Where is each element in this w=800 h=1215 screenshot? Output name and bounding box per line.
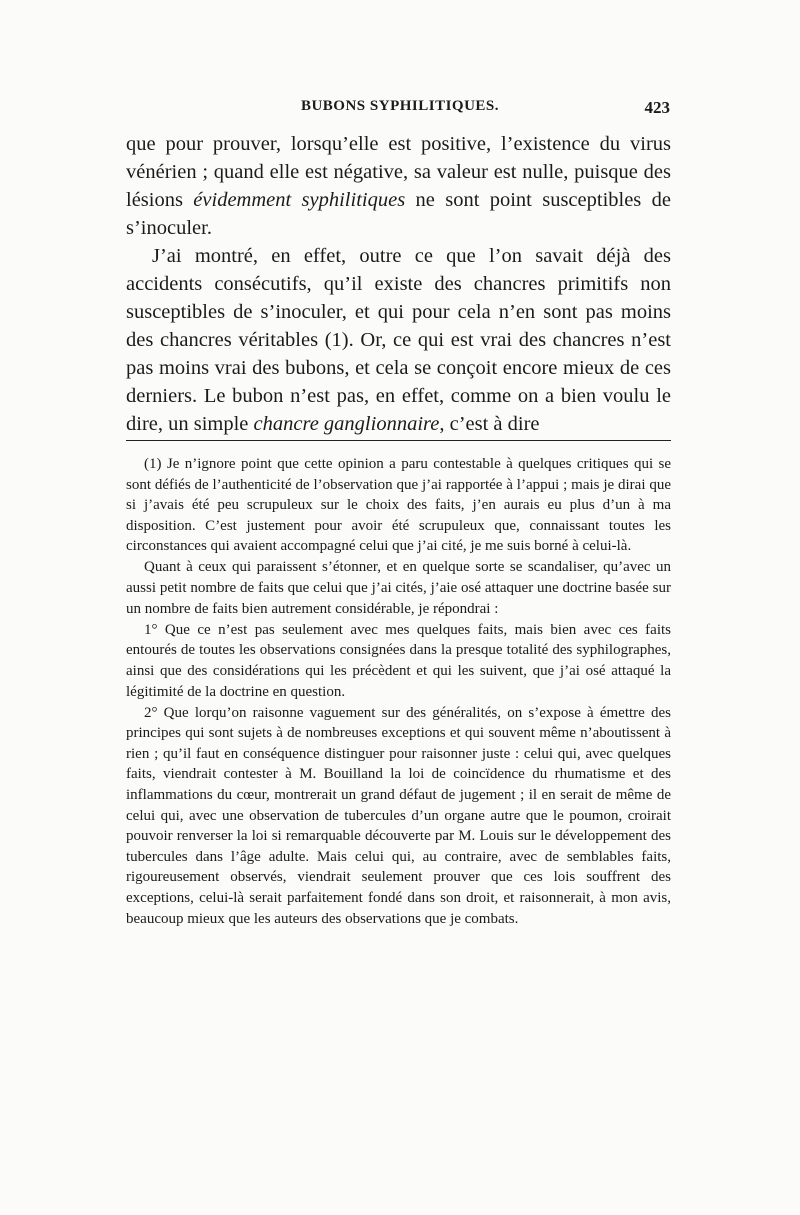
running-title: BUBONS SYPHILITIQUES.	[300, 98, 500, 114]
footnotes	[126, 454, 671, 929]
paragraph-1	[126, 130, 671, 242]
paragraph-1-text-end: ne sont point susceptibles de s’inoculer.	[126, 189, 671, 239]
paragraph-1-emphasis: évidemment syphilitiques	[193, 189, 406, 211]
paragraph-1-text-start: que pour prouver, lorsqu’elle est positive, l’existence du virus vénérien ; quand elle est négative, sa valeur est nulle, puisque des lésions	[126, 133, 671, 211]
footnote-paragraph-3: 1° Que ce n’est pas seulement avec mes quelques faits, mais bien avec ces faits entourés de toutes les observations consignées dans la presque totalité des syphilographes, ainsi que des considérations qui les précèdent et qui les suivent, que j’ai osé attaqué la légitimité de la doctrine en question.	[126, 621, 671, 700]
paragraph-2-emphasis: chancre ganglionnaire	[253, 413, 440, 435]
running-head	[130, 98, 670, 122]
paragraph-2-text-end: , c’est à dire	[439, 413, 540, 435]
footnote-1: (1) Je n’ignore point que cette opinion a paru contestable à quelques critiques qui se sont défiés de l’authenticité de l’observation que j’ai rapportée à l’appui ; mais je dirai que si j’avais été peu scrupuleux sur le choix des faits, j’en aurais eu plus d’un à ma disposition. C’est justement pour avoir été scrupuleux que, connaissant toutes les circonstances qui avaient accompagné celui que j’ai cité, je me suis borné à celui-là.	[126, 456, 671, 555]
paragraph-2	[126, 242, 671, 438]
footnote-paragraph-2: Quant à ceux qui paraissent s’étonner, et en quelque sorte se scandaliser, qu’avec un aussi petit nombre de faits que celui que j’ai cités, j’aie osé attaquer une doctrine basée sur un nombre de faits bien autrement considérable, je répondrai :	[126, 559, 671, 617]
footnote-paragraph-4: 2° Que lorqu’on raisonne vaguement sur des généralités, on s’expose à émettre des principes qui sont sujets à de nombreuses exceptions et qui souvent même n’aboutissent à rien ; qu’il faut en conséquence distinguer pour raisonner juste : celui qui, avec quelques faits, viendrait contester à M. Bouilland la loi de coincïdence du rhumatisme et des inflammations du cœur, montrerait un grand défaut de jugement ; il en serait de même de celui qui, avec une observation de tubercules d’un organe autre que le poumon, croirait pouvoir renverser la loi si remarquable découverte par M. Louis sur le développement des tubercules dans l’âge adulte. Mais celui qui, au contraire, avec de semblables faits, rigoureusement observés, viendrait seulement prouver que ces lois souffrent des exceptions, celui-là serait parfaitement fondé dans son droit, et raisonnerait, à mon avis, beaucoup mieux que les auteurs des observations que je combats.	[126, 704, 671, 927]
main-text	[126, 130, 671, 438]
page-number: 423	[644, 98, 670, 117]
paragraph-2-text-start: J’ai montré, en effet, outre ce que l’on savait déjà des accidents consécutifs, qu’il existe des chancres primitifs non susceptibles de s’inoculer, et qui pour cela n’en sont pas moins des chancres véritables (1). Or, ce qui est vrai des chancres n’est pas moins vrai des bubons, et cela se conçoit encore mieux de ces derniers. Le bubon n’est pas, en effet, comme on a bien voulu le dire, un simple	[126, 245, 671, 435]
footnote-divider	[126, 440, 671, 441]
